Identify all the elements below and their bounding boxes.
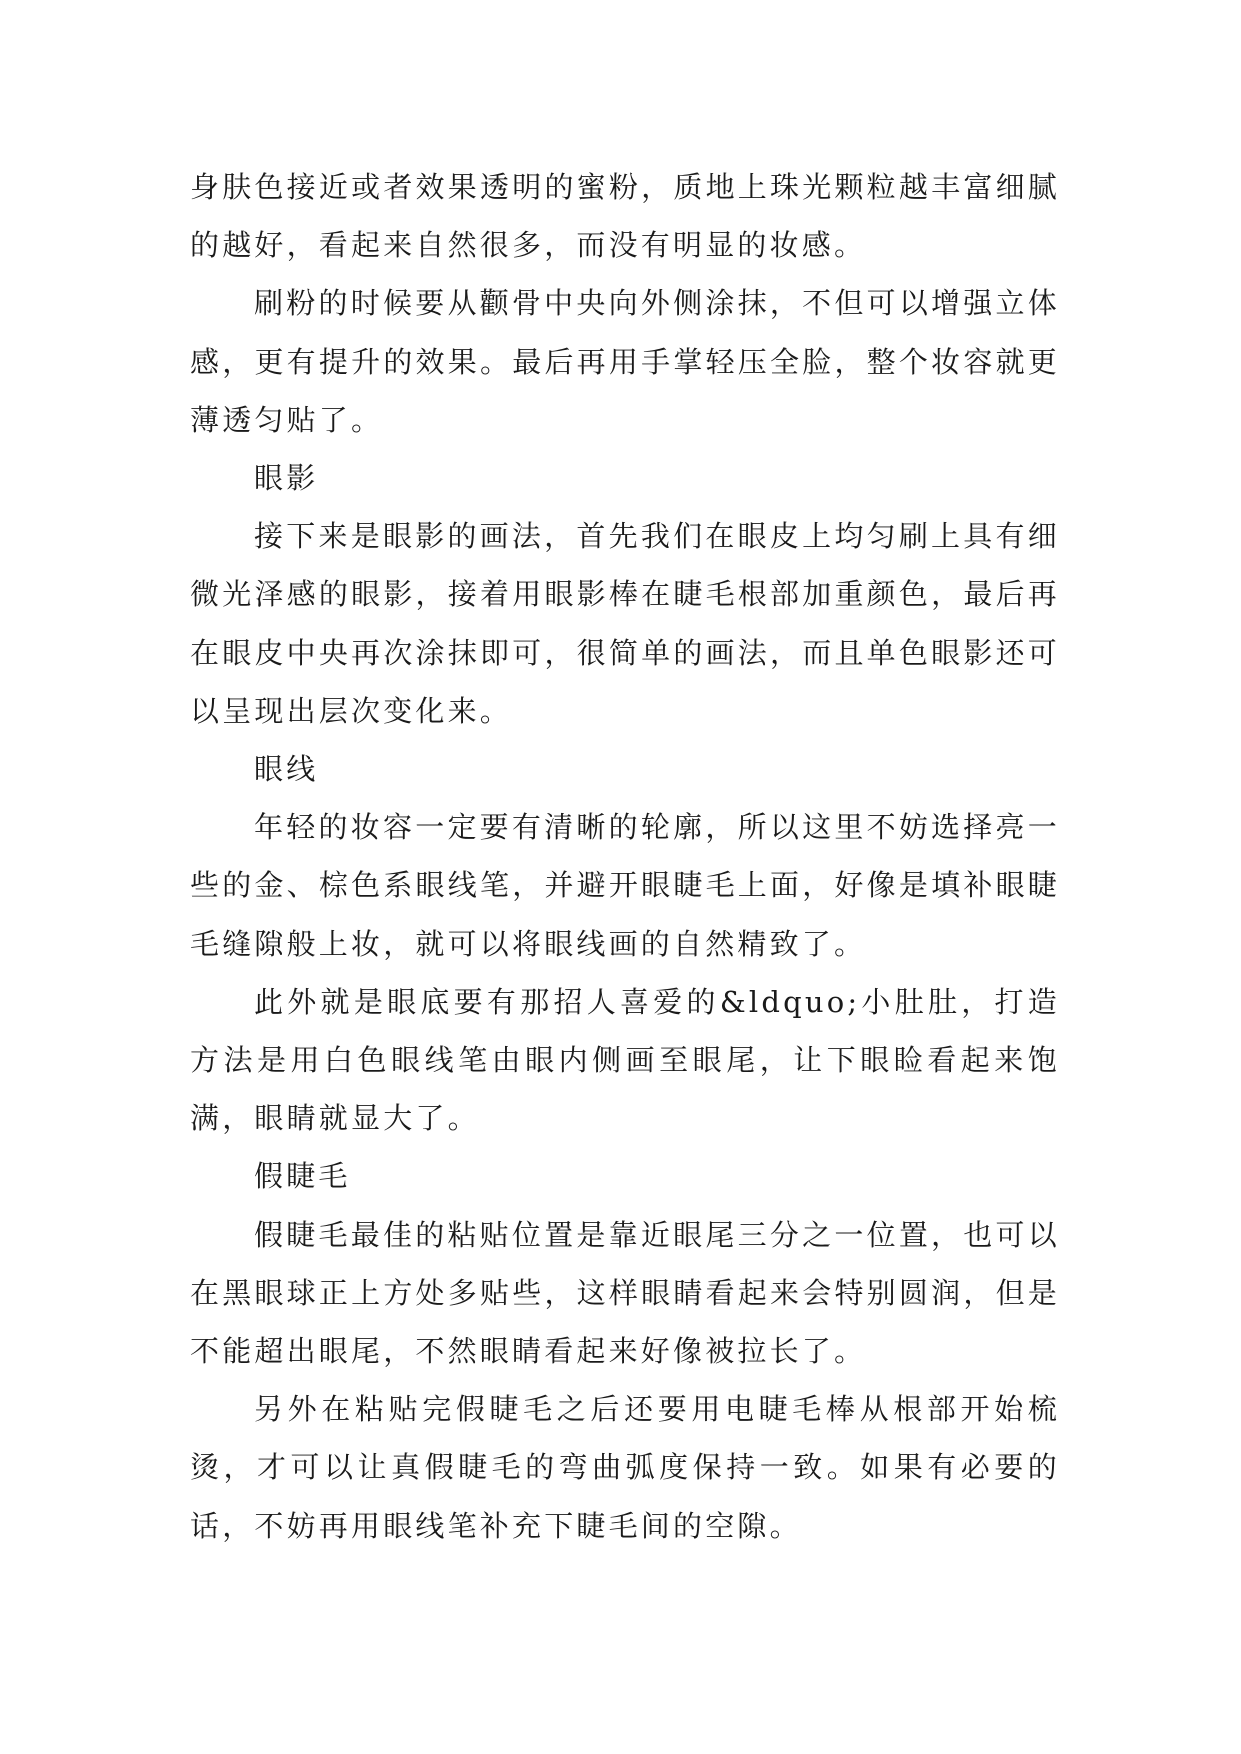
paragraph-powder-brushing: 刷粉的时候要从颧骨中央向外侧涂抹，不但可以增强立体感，更有提升的效果。最后再用手掌轻压全脸，整个妆容就更薄透匀贴了。 — [190, 286, 1060, 437]
paragraph-eyeliner: 年轻的妆容一定要有清晰的轮廓，所以这里不妨选择亮一些的金、棕色系眼线笔，并避开眼睫毛上面，好像是填补眼睫毛缝隙般上妆，就可以将眼线画的自然精致了。 — [190, 810, 1060, 961]
paragraph-eyeshadow: 接下来是眼影的画法，首先我们在眼皮上均匀刷上具有细微光泽感的眼影，接着用眼影棒在睫毛根部加重颜色，最后再在眼皮中央再次涂抹即可，很简单的画法，而且单色眼影还可以呈现出层次变化来。 — [190, 519, 1060, 728]
heading-eyeshadow: 眼影 — [254, 461, 319, 496]
heading-false-lashes: 假睫毛 — [254, 1159, 351, 1194]
paragraph-lower-lid: 此外就是眼底要有那招人喜爱的&ldquo;小肚肚，打造方法是用白色眼线笔由眼内侧画至眼尾，让下眼睑看起来饱满，眼睛就显大了。 — [190, 984, 1060, 1136]
paragraph-false-lashes-position: 假睫毛最佳的粘贴位置是靠近眼尾三分之一位置，也可以在黑眼球正上方处多贴些，这样眼睛看起来会特别圆润，但是不能超出眼尾，不然眼睛看起来好像被拉长了。 — [190, 1217, 1060, 1369]
heading-eyeliner: 眼线 — [254, 752, 319, 787]
paragraph-powder-continued: 身肤色接近或者效果透明的蜜粉，质地上珠光颗粒越丰富细腻的越好，看起来自然很多，而没有明显的妆感。 — [190, 170, 1060, 263]
document-body — [190, 158, 1060, 1555]
paragraph-false-lashes-curling: 另外在粘贴完假睫毛之后还要用电睫毛棒从根部开始梳烫，才可以让真假睫毛的弯曲弧度保持一致。如果有必要的话，不妨再用眼线笔补充下睫毛间的空隙。 — [190, 1392, 1060, 1543]
